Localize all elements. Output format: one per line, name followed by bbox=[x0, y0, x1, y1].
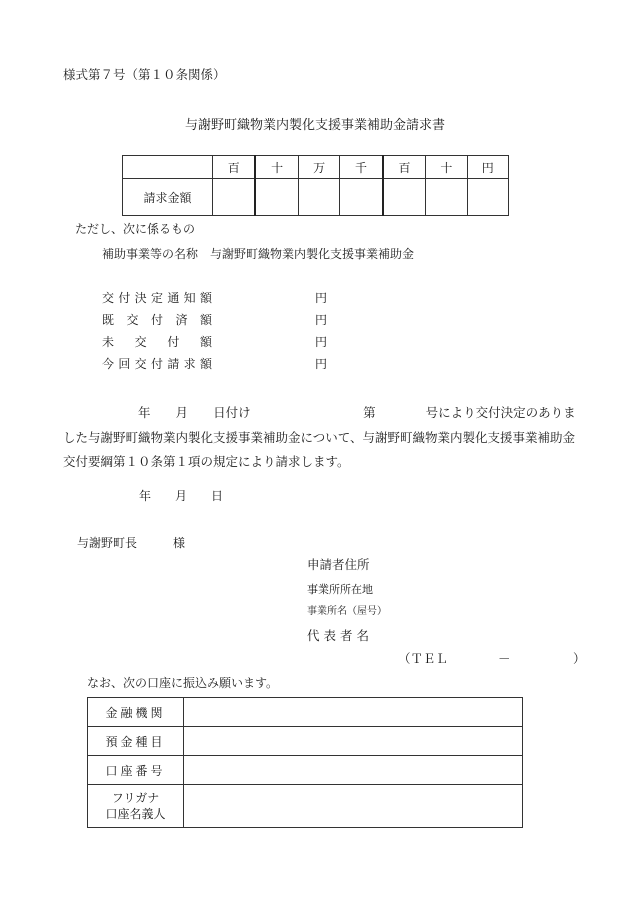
amount-cell[interactable] bbox=[340, 179, 383, 216]
current-claim-unit: 円 bbox=[315, 357, 328, 371]
applicant-address-label: 申請者住所 bbox=[307, 557, 370, 572]
notice-text: ただし、次に係るもの bbox=[75, 222, 196, 236]
digit-header-thousand: 千 bbox=[340, 156, 383, 179]
representative-label: 代表者名 bbox=[307, 628, 374, 643]
amount-cell[interactable] bbox=[213, 179, 256, 216]
digit-header-yen: 円 bbox=[467, 156, 508, 179]
form-number: 様式第７号（第１０条関係） bbox=[63, 67, 226, 82]
unpaid-label: 未交付額 bbox=[102, 335, 212, 349]
subsidy-name-label: 補助事業等の名称 bbox=[102, 247, 199, 261]
account-holder-name-label: 口座名義人 bbox=[105, 807, 166, 821]
amount-cell[interactable] bbox=[467, 179, 508, 216]
addressee: 与謝野町長 様 bbox=[77, 536, 186, 550]
request-paragraph bbox=[63, 401, 583, 475]
para-body: 号により交付決定のありました与謝野町織物業内製化支援事業補助金について、与謝野町織物業内製化支援事業補助金交付要綱第１０条第１項の規定により請求します。 bbox=[63, 405, 576, 469]
bank-transfer-note: なお、次の口座に振込み願います。 bbox=[87, 676, 279, 690]
deposit-type-field[interactable] bbox=[184, 727, 523, 756]
furigana-label: フリガナ bbox=[111, 791, 160, 805]
claim-amount-table bbox=[122, 155, 509, 216]
amount-cell[interactable] bbox=[298, 179, 339, 216]
account-holder-field[interactable] bbox=[184, 785, 523, 828]
para-dai: 第 bbox=[363, 405, 376, 420]
office-location-label: 事業所所在地 bbox=[307, 583, 373, 596]
digit-header-million: 万 bbox=[298, 156, 339, 179]
bank-account-table bbox=[87, 697, 523, 828]
unpaid-unit: 円 bbox=[315, 335, 328, 349]
digit-header-hundred: 百 bbox=[383, 156, 426, 179]
digit-header-ten: 十 bbox=[426, 156, 467, 179]
tel-line: （ＴＥＬ － ） bbox=[398, 651, 586, 666]
decision-amount-unit: 円 bbox=[315, 291, 328, 305]
claim-amount-label: 請求金額 bbox=[123, 179, 213, 216]
subsidy-name-line bbox=[102, 247, 414, 261]
deposit-type-label: 預金種目 bbox=[88, 727, 184, 756]
already-paid-unit: 円 bbox=[315, 313, 328, 327]
request-date: 年 月 日 bbox=[139, 489, 224, 503]
already-paid-label: 既交付済額 bbox=[102, 313, 212, 327]
decision-amount-label: 交付決定通知額 bbox=[102, 291, 212, 305]
para-month: 月 bbox=[175, 405, 189, 420]
bank-name-label: 金融機関 bbox=[88, 698, 184, 727]
amount-cell[interactable] bbox=[426, 179, 467, 216]
current-claim-label: 今回交付請求額 bbox=[102, 357, 212, 371]
digit-header-hundred-million: 百 bbox=[213, 156, 256, 179]
para-day-dated: 日付け bbox=[213, 405, 251, 420]
account-number-field[interactable] bbox=[184, 756, 523, 785]
account-number-label: 口座番号 bbox=[88, 756, 184, 785]
document-title: 与謝野町織物業内製化支援事業補助金請求書 bbox=[184, 118, 445, 133]
subsidy-name-value: 与謝野町織物業内製化支援事業補助金 bbox=[210, 247, 415, 261]
digit-header-ten-million: 十 bbox=[255, 156, 298, 179]
amount-cell[interactable] bbox=[383, 179, 426, 216]
amount-cell[interactable] bbox=[255, 179, 298, 216]
amount-corner-cell bbox=[123, 156, 213, 179]
office-name-label: 事業所名（屋号） bbox=[307, 606, 387, 617]
account-holder-label bbox=[88, 785, 184, 828]
para-year: 年 bbox=[138, 405, 151, 420]
bank-name-field[interactable] bbox=[184, 698, 523, 727]
